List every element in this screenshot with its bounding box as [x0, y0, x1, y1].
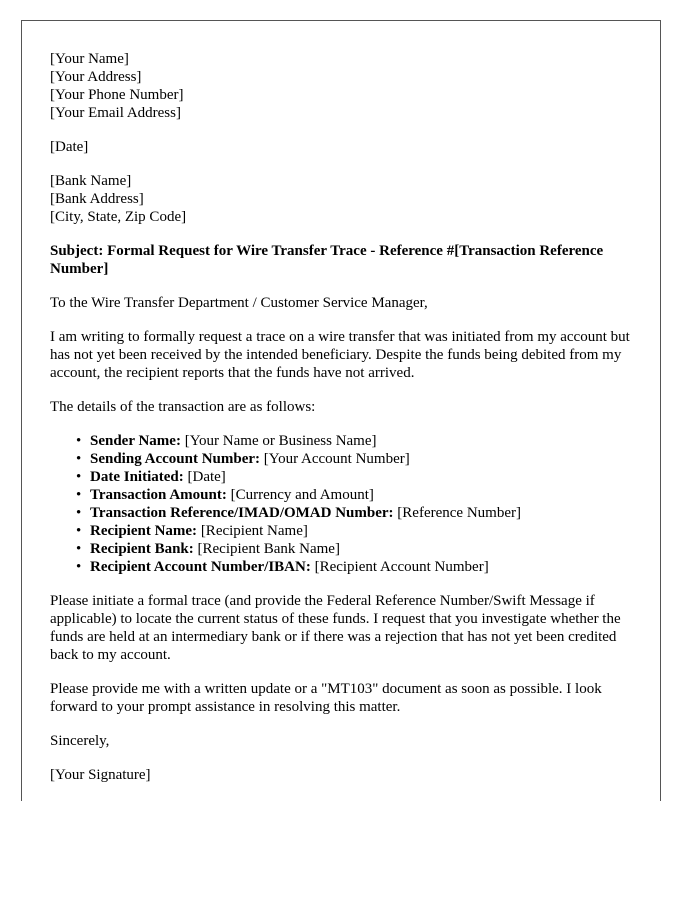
detail-value: [Recipient Bank Name]	[193, 541, 340, 557]
sender-address: [Your Address]	[50, 69, 142, 85]
bullet-icon: •	[76, 523, 82, 539]
letter-date: [Date]	[50, 139, 89, 155]
bank-city-state-zip: [City, State, Zip Code]	[50, 209, 187, 225]
letter-content	[50, 50, 640, 784]
list-item	[76, 558, 640, 576]
sender-email: [Your Email Address]	[50, 105, 181, 121]
bank-name: [Bank Name]	[50, 173, 132, 189]
detail-label: Transaction Reference/IMAD/OMAD Number:	[90, 505, 394, 521]
detail-label: Sending Account Number:	[90, 451, 261, 467]
list-item	[76, 540, 640, 558]
date-block	[50, 138, 640, 156]
detail-value: [Your Name or Business Name]	[180, 433, 377, 449]
bullet-icon: •	[76, 451, 82, 467]
detail-value: [Your Account Number]	[260, 451, 410, 467]
signature: [Your Signature]	[50, 767, 151, 783]
details-intro: The details of the transaction are as follows:	[50, 399, 316, 415]
bank-address: [Bank Address]	[50, 191, 144, 207]
bullet-icon: •	[76, 487, 82, 503]
transaction-details-list	[50, 432, 640, 576]
intro-paragraph: I am writing to formally request a trace on a wire transfer that was initiated from my account but has not yet been received by the intended beneficiary. Despite the funds being debited from my account, the recipient reports that the funds have not arrived.	[50, 329, 630, 381]
salutation: To the Wire Transfer Department / Customer Service Manager,	[50, 295, 428, 311]
followup-paragraph: Please provide me with a written update or a "MT103" document as soon as possible. I look forward to your prompt assistance in resolving this matter.	[50, 681, 602, 715]
detail-label: Date Initiated:	[90, 469, 184, 485]
detail-value: [Recipient Account Number]	[310, 559, 489, 575]
list-item	[76, 432, 640, 450]
subject-line: Subject: Formal Request for Wire Transfer Trace - Reference #[Transaction Reference Number]	[50, 243, 604, 277]
list-item	[76, 468, 640, 486]
detail-label: Transaction Amount:	[90, 487, 227, 503]
request-paragraph: Please initiate a formal trace (and provide the Federal Reference Number/Swift Message if applicable) to locate the current status of these funds. I request that you investigate whether the funds are held at an intermediary bank or if there was a rejection that has not yet been credited back to my account.	[50, 593, 621, 663]
closing: Sincerely,	[50, 733, 110, 749]
list-item	[76, 504, 640, 522]
detail-label: Recipient Account Number/IBAN:	[90, 559, 311, 575]
bullet-icon: •	[76, 541, 82, 557]
sender-phone: [Your Phone Number]	[50, 87, 184, 103]
detail-value: [Recipient Name]	[197, 523, 308, 539]
letter-page	[21, 20, 661, 801]
list-item	[76, 450, 640, 468]
detail-label: Sender Name:	[90, 433, 181, 449]
bullet-icon: •	[76, 505, 82, 521]
recipient-block	[50, 172, 640, 226]
list-item	[76, 522, 640, 540]
detail-value: [Reference Number]	[393, 505, 521, 521]
detail-value: [Date]	[183, 469, 226, 485]
detail-value: [Currency and Amount]	[226, 487, 374, 503]
detail-label: Recipient Bank:	[90, 541, 194, 557]
list-item	[76, 486, 640, 504]
bullet-icon: •	[76, 469, 82, 485]
detail-label: Recipient Name:	[90, 523, 198, 539]
sender-name: [Your Name]	[50, 51, 129, 67]
bullet-icon: •	[76, 559, 82, 575]
sender-block	[50, 50, 640, 122]
bullet-icon: •	[76, 433, 82, 449]
